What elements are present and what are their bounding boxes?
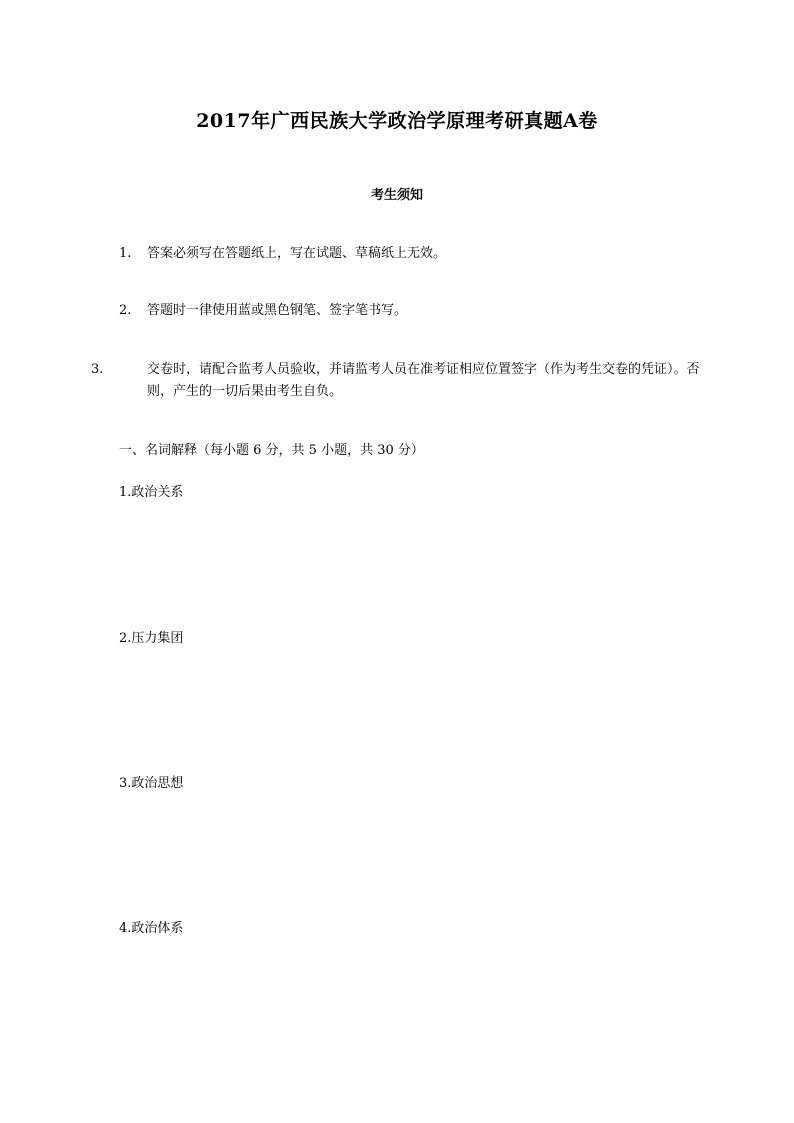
notice-number: 2. [119,303,132,318]
notice-item-1 [119,243,689,265]
question-4: 4.政治体系 [119,921,184,936]
document-title: 2017年广西民族大学政治学原理考研真题A卷 [196,110,598,132]
question-2: 2.压力集团 [119,631,184,646]
notice-heading: 考生须知 [370,188,423,203]
notice-item-3 [91,359,717,403]
question-3: 3.政治思想 [119,776,184,791]
section-1-heading: 一、名词解释（每小题 6 分，共 5 小题，共 30 分） [119,443,424,458]
notice-text: 答案必须写在答题纸上，写在试题、草稿纸上无效。 [147,246,447,261]
question-1: 1.政治关系 [119,485,184,500]
notice-text: 答题时一律使用蓝或黑色钢笔、签字笔书写。 [147,303,408,318]
notice-number: 1. [119,246,132,261]
notice-item-2 [119,300,689,322]
notice-text: 交卷时，请配合监考人员验收，并请监考人员在准考证相应位置签字（作为考生交卷的凭证）。否则，产生的一切后果由考生自负。 [147,362,700,399]
notice-number: 3. [91,362,104,377]
